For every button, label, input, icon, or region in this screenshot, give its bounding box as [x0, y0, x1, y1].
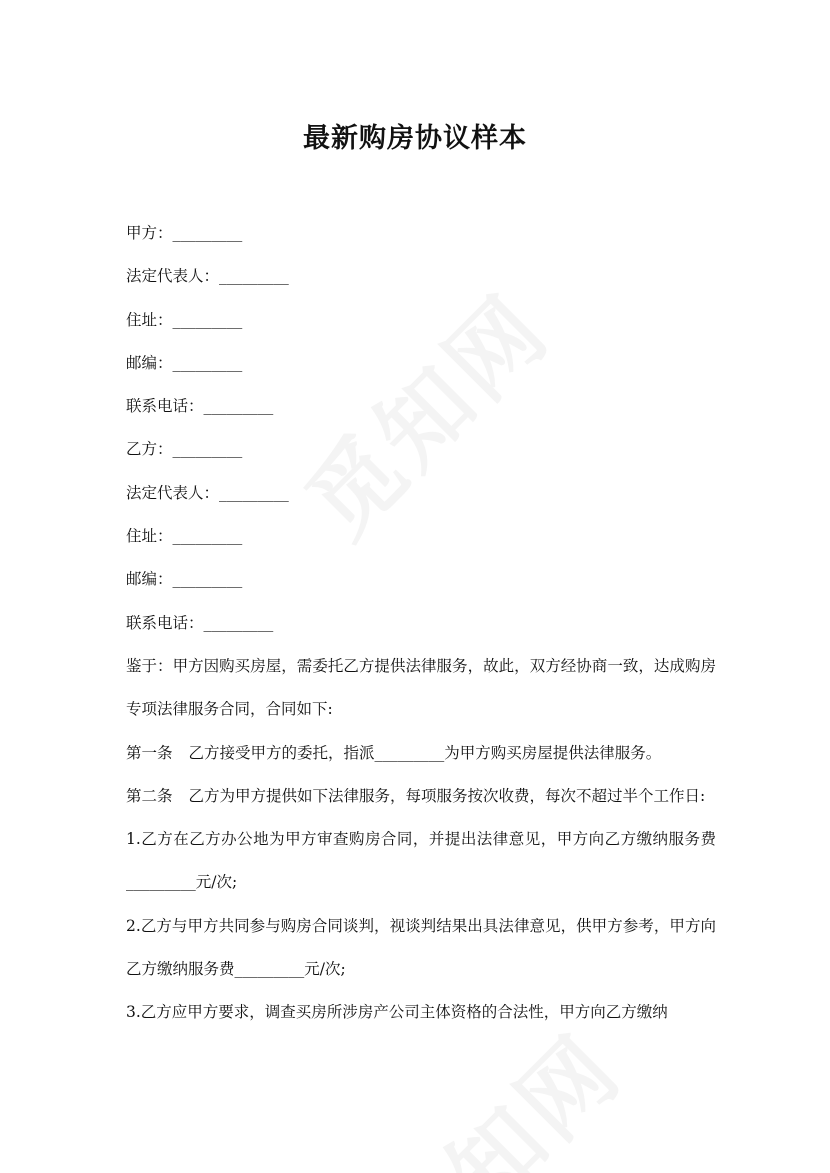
article-2-text: 乙方为甲方提供如下法律服务，每项服务按次收费，每次不超过半个工作日: — [188, 786, 706, 805]
list-item: 2.乙方与甲方共同参与购房合同谈判，视谈判结果出具法律意见，供甲方参考，甲方向乙方缴纳服务费_________元/次; — [126, 916, 716, 979]
party-a-postcode: 邮编：_________ — [126, 353, 243, 372]
party-a-phone: 联系电话：_________ — [126, 397, 274, 416]
party-a-address: 住址：_________ — [126, 310, 243, 329]
party-a-name: 甲方：_________ — [126, 224, 243, 242]
article-1-number: 第一条 — [126, 743, 173, 762]
party-b-name: 乙方：_________ — [126, 440, 243, 459]
article-1-text: 乙方接受甲方的委托，指派_________为甲方购买房屋提供法律服务。 — [188, 743, 662, 762]
article-2 — [126, 775, 716, 818]
document-body — [126, 218, 716, 1035]
article-1 — [126, 732, 716, 775]
party-b-representative: 法定代表人：_________ — [126, 483, 289, 502]
party-b-address: 住址：_________ — [126, 527, 243, 546]
party-a-representative: 法定代表人：_________ — [126, 267, 289, 286]
document-title: 最新购房协议样本 — [303, 123, 527, 154]
party-b-phone: 联系电话：_________ — [126, 613, 274, 632]
list-item: 1.乙方在乙方办公地为甲方审查购房合同，并提出法律意见，甲方向乙方缴纳服务费_________元/次; — [126, 830, 716, 892]
list-item: 3.乙方应甲方要求，调查买房所涉房产公司主体资格的合法性，甲方向乙方缴纳 — [126, 1003, 668, 1022]
party-b-postcode: 邮编：_________ — [126, 570, 243, 589]
article-2-number: 第二条 — [126, 786, 173, 805]
preamble-paragraph: 鉴于：甲方因购买房屋，需委托乙方提供法律服务，故此，双方经协商一致，达成购房专项法律服务合同，合同如下: — [126, 656, 716, 719]
